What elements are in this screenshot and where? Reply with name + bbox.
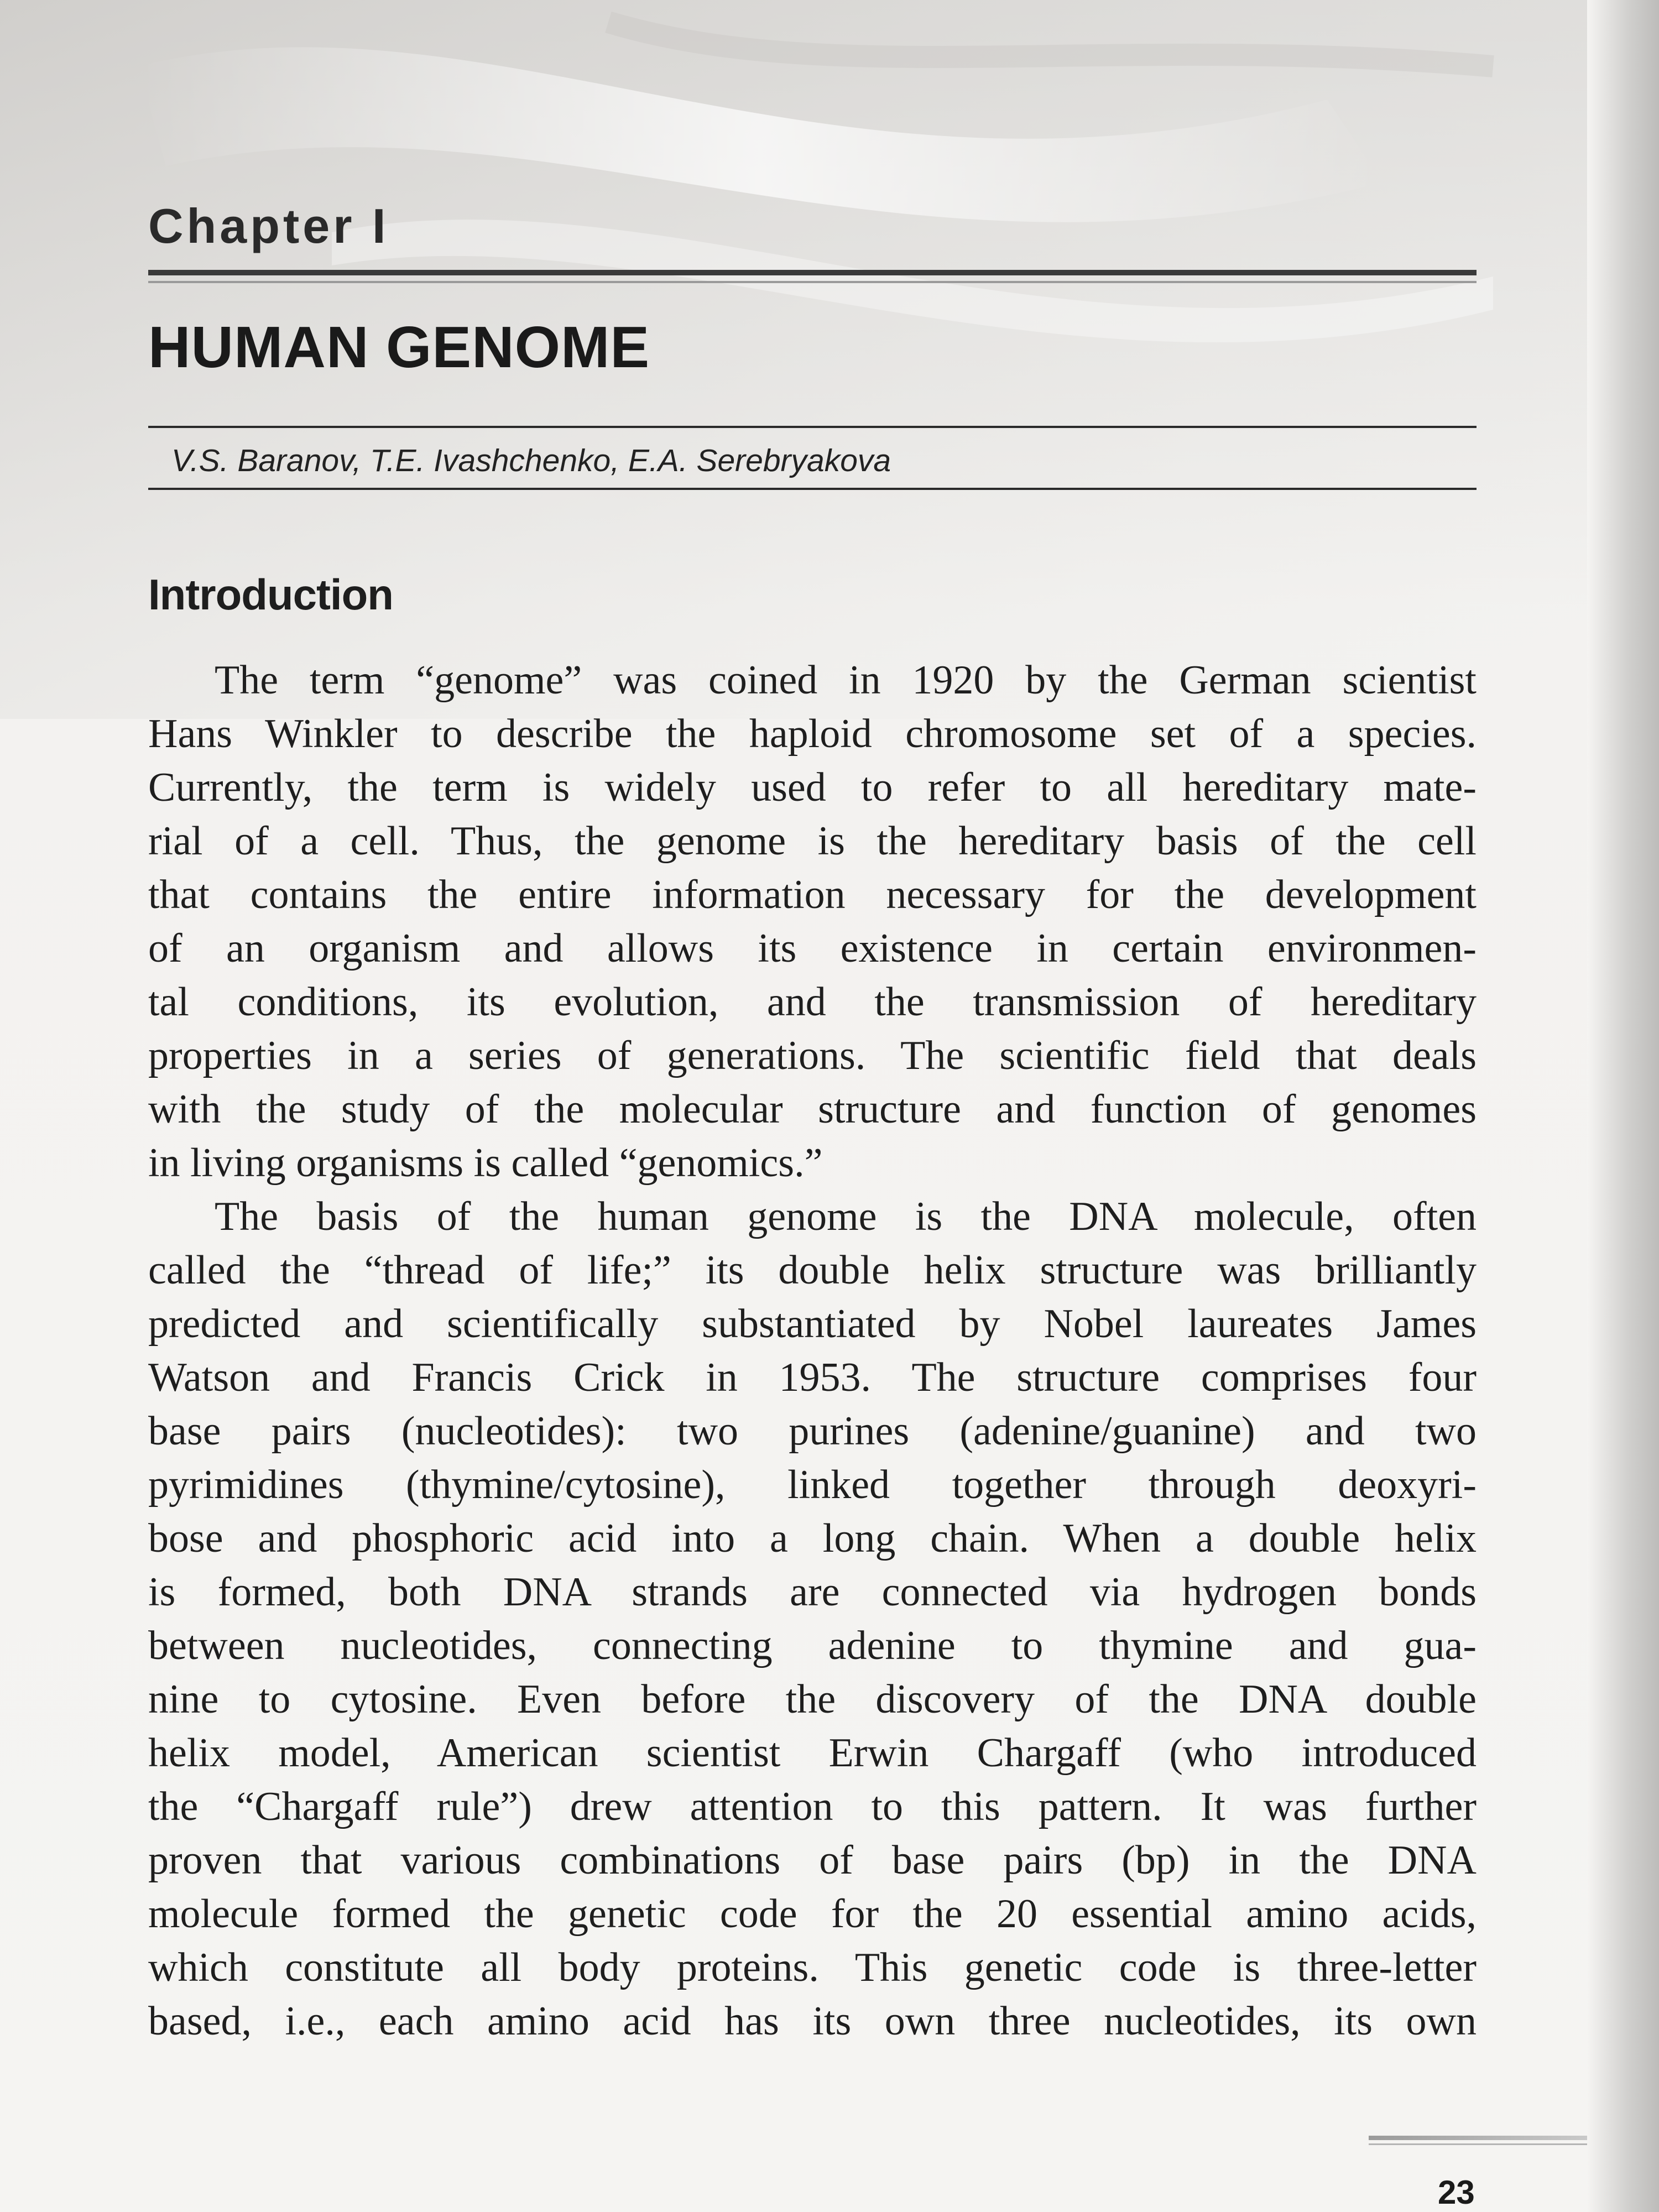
body-line: base pairs (nucleotides): two purines (adenine/guanine) and two [148,1408,1477,1454]
chapter-rule-secondary [148,281,1477,283]
chapter-title: HUMAN GENOME [148,315,650,380]
body-line: pyrimidines (thymine/cytosine), linked together through deoxyri- [148,1462,1477,1507]
body-line: properties in a series of generations. The scientific field that deals [148,1033,1477,1078]
body-line: Currently, the term is widely used to refer to all hereditary mate- [148,765,1477,810]
body-line: nine to cytosine. Even before the discovery of the DNA double [148,1677,1477,1722]
body-line: between nucleotides, connecting adenine to thymine and gua- [148,1623,1477,1668]
page-number: 23 [1438,2174,1475,2211]
body-line: molecule formed the genetic code for the 20 essential amino acids, [148,1891,1477,1937]
body-line: tal conditions, its evolution, and the transmission of hereditary [148,979,1477,1025]
body-line: The term “genome” was coined in 1920 by the German scientist [215,658,1477,703]
body-line: called the “thread of life;” its double helix structure was brilliantly [148,1248,1477,1293]
body-line: helix model, American scientist Erwin Chargaff (who introduced [148,1730,1477,1776]
body-line: proven that various combinations of base pairs (bp) in the DNA [148,1838,1477,1883]
authors-rule-bottom [148,488,1477,490]
body-line: that contains the entire information necessary for the development [148,872,1477,917]
body-line: rial of a cell. Thus, the genome is the hereditary basis of the cell [148,818,1477,864]
authors-line: V.S. Baranov, T.E. Ivashchenko, E.A. Serebryakova [171,443,891,478]
page-edge-shadow [1587,0,1659,2212]
body-line: predicted and scientifically substantiated by Nobel laureates James [148,1301,1477,1347]
body-line: based, i.e., each amino acid has its own three nucleotides, its own [148,1999,1477,2044]
body-line: in living organisms is called “genomics.” [148,1140,823,1186]
body-line: The basis of the human genome is the DNA molecule, often [215,1194,1477,1239]
chapter-label: Chapter I [148,199,389,253]
body-line: is formed, both DNA strands are connected via hydrogen bonds [148,1569,1477,1615]
body-line: which constitute all body proteins. This genetic code is three-letter [148,1945,1477,1990]
body-line: Hans Winkler to describe the haploid chromosome set of a species. [148,711,1477,757]
body-line: Watson and Francis Crick in 1953. The structure comprises four [148,1355,1477,1400]
body-line: with the study of the molecular structure and function of genomes [148,1087,1477,1132]
chapter-rule [148,270,1477,275]
footer-rule [1369,2136,1587,2140]
footer-rule-secondary [1369,2143,1587,2145]
body-line: bose and phosphoric acid into a long chain. When a double helix [148,1516,1477,1561]
body-line: the “Chargaff rule”) drew attention to this pattern. It was further [148,1784,1477,1829]
section-heading: Introduction [148,570,393,619]
body-line: of an organism and allows its existence in certain environmen- [148,926,1477,971]
authors-rule-top [148,426,1477,428]
